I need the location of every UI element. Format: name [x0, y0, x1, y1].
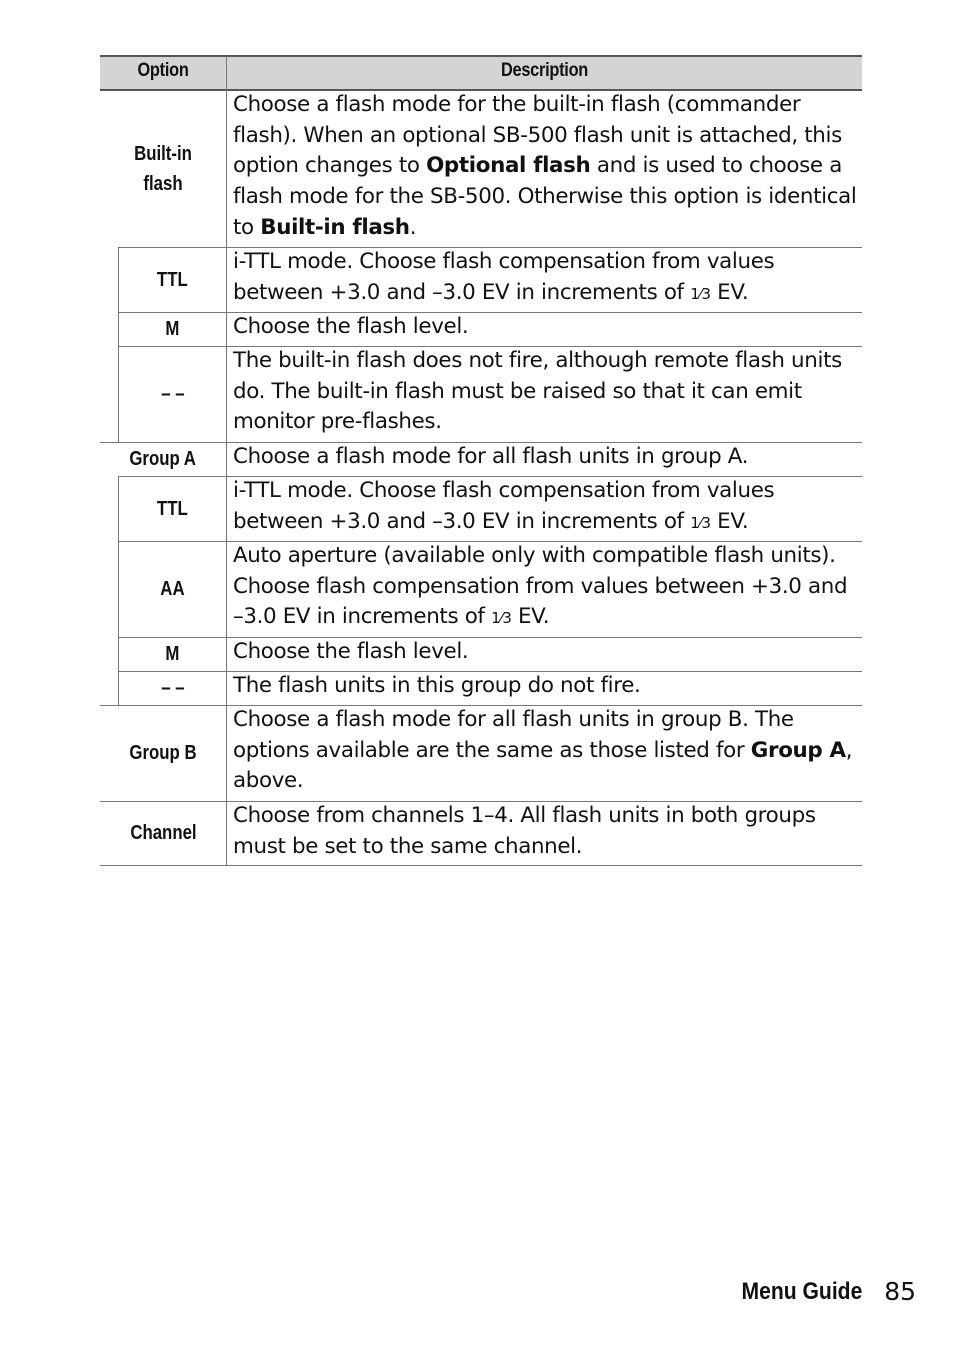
description-group-a-ttl: i-TTL mode. Choose flash compensation from values between +3.0 and –3.0 EV in increments of 1⁄3 EV. [233, 478, 775, 534]
description-group-a-aa: Auto aperture (available only with compatible flash units). Choose flash compensation from values between +3.0 and –3.0 EV in increments of 1⁄3 EV. [233, 543, 848, 630]
option-channel: Channel [129, 822, 197, 844]
description-built-in-m: Choose the flash level. [233, 314, 469, 339]
option-group-a-m: M [165, 643, 180, 665]
option-group-b: Group B [129, 742, 197, 764]
description-group-a: Choose a flash mode for all flash units in group A. [233, 444, 749, 469]
description-built-in-off: The built-in flash does not fire, although remote flash units do. The built-in flash must be raised so that it can emit monitor pre-flashes. [233, 348, 842, 435]
description-built-in-flash: Choose a flash mode for the built-in flash (commander flash). When an optional SB-500 flash unit is attached, this option changes to Optional flash and is used to choose a flash mode for the SB-500. Otherwise this option is identical to Built-in flash. [233, 92, 857, 240]
option-group-a-off: – – [160, 677, 185, 699]
option-group-a-ttl: TTL [157, 497, 188, 520]
option-built-in-flash: Built-in flash [134, 142, 192, 195]
option-group-a: Group A [129, 448, 197, 470]
header-description: Description [500, 60, 589, 81]
table-top-rule [100, 55, 862, 57]
description-group-a-m: Choose the flash level. [233, 639, 469, 664]
option-built-in-ttl: TTL [157, 268, 188, 291]
section-title: Menu Guide [741, 1278, 862, 1305]
description-built-in-ttl: i-TTL mode. Choose flash compensation from values between +3.0 and –3.0 EV in increments of 1⁄3 EV. [233, 249, 775, 305]
page-number: 85 [884, 1277, 916, 1306]
column-divider [226, 56, 227, 866]
table-bottom-rule [100, 865, 862, 866]
option-group-a-aa: AA [160, 578, 185, 600]
header-option: Option [137, 60, 189, 81]
description-channel: Choose from channels 1–4. All flash units in both groups must be set to the same channel. [233, 803, 816, 859]
option-built-in-m: M [165, 318, 180, 340]
description-group-a-off: The flash units in this group do not fire. [233, 673, 641, 698]
option-built-in-off: – – [160, 383, 185, 405]
description-group-b: Choose a flash mode for all flash units in group B. The options available are the same as those listed for Group A, above. [233, 707, 853, 794]
